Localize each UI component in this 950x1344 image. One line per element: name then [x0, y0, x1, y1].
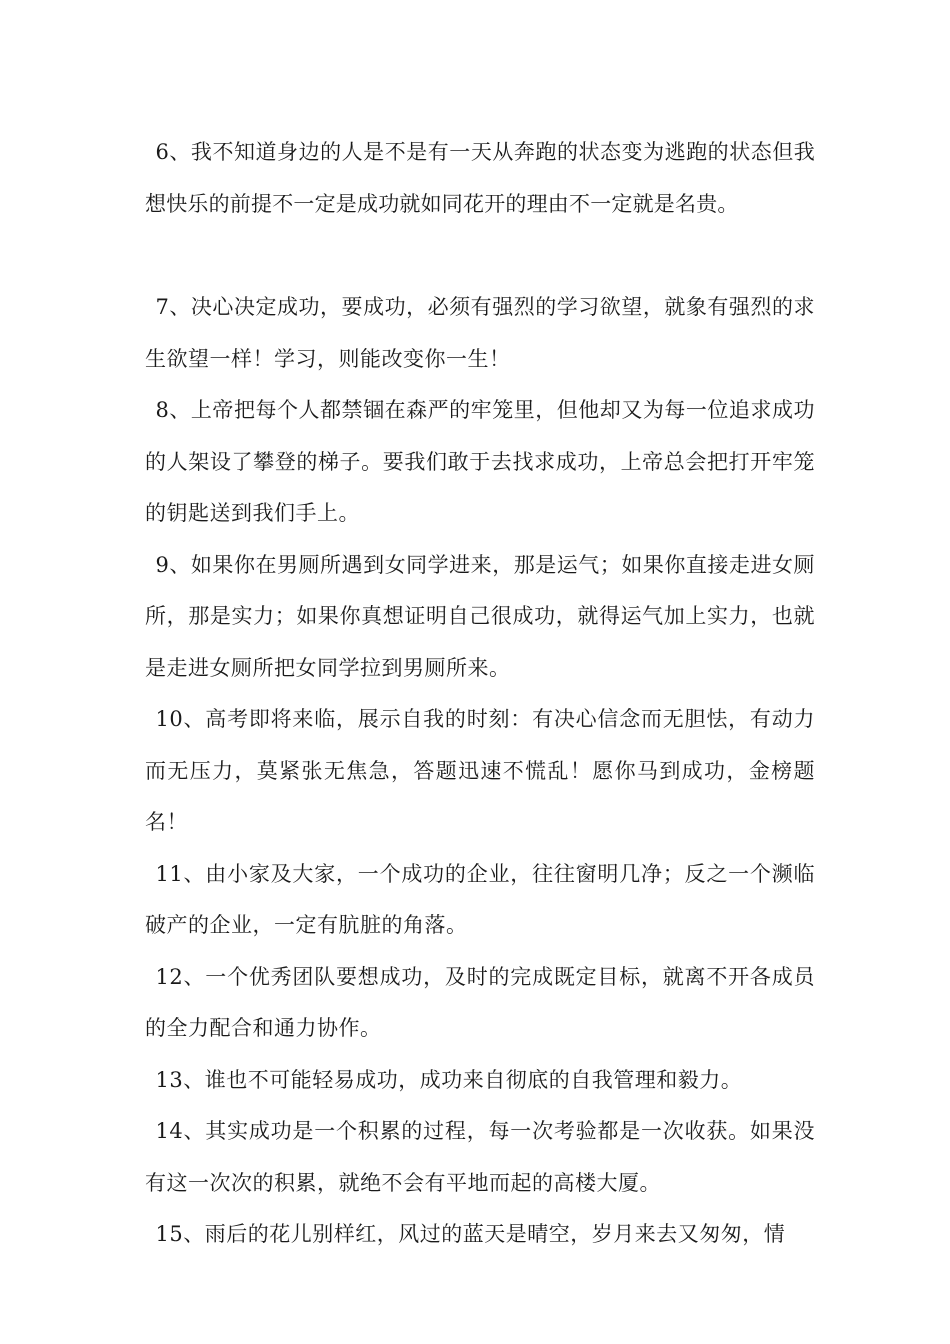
- paragraph-6: 6、我不知道身边的人是不是有一天从奔跑的状态变为逃跑的状态但我想快乐的前提不一定是成功就如同花开的理由不一定就是名贵。: [145, 140, 815, 216]
- paragraph-12: 12、一个优秀团队要想成功，及时的完成既定目标，就离不开各成员的全力配合和通力协作。: [145, 964, 815, 1040]
- paragraph-7: 7、决心决定成功，要成功，必须有强烈的学习欲望，就象有强烈的求生欲望一样！学习，则能改变你一生！: [145, 295, 815, 371]
- paragraph-11: 11、由小家及大家，一个成功的企业，往往窗明几净；反之一个濒临破产的企业，一定有肮脏的角落。: [145, 861, 815, 937]
- paragraph-9: 9、如果你在男厕所遇到女同学进来，那是运气；如果你直接走进女厕所，那是实力；如果你真想证明自己很成功，就得运气加上实力，也就是走进女厕所把女同学拉到男厕所来。: [145, 552, 815, 680]
- paragraph-8: 8、上帝把每个人都禁锢在森严的牢笼里，但他却又为每一位追求成功的人架设了攀登的梯子。要我们敢于去找求成功，上帝总会把打开牢笼的钥匙送到我们手上。: [145, 398, 815, 525]
- document-body: [145, 127, 815, 1261]
- paragraph-14: 14、其实成功是一个积累的过程，每一次考验都是一次收获。如果没有这一次次的积累，就绝不会有平地而起的高楼大厦。: [145, 1119, 815, 1195]
- paragraph-15: 15、雨后的花儿别样红，风过的蓝天是晴空，岁月来去又匆匆，情: [155, 1222, 786, 1246]
- paragraph-spacer: [145, 230, 815, 282]
- paragraph-10: 10、高考即将来临，展示自我的时刻：有决心信念而无胆怯，有动力而无压力，莫紧张无焦急，答题迅速不慌乱！愿你马到成功，金榜题名！: [145, 707, 815, 834]
- paragraph-13: 13、谁也不可能轻易成功，成功来自彻底的自我管理和毅力。: [155, 1067, 743, 1092]
